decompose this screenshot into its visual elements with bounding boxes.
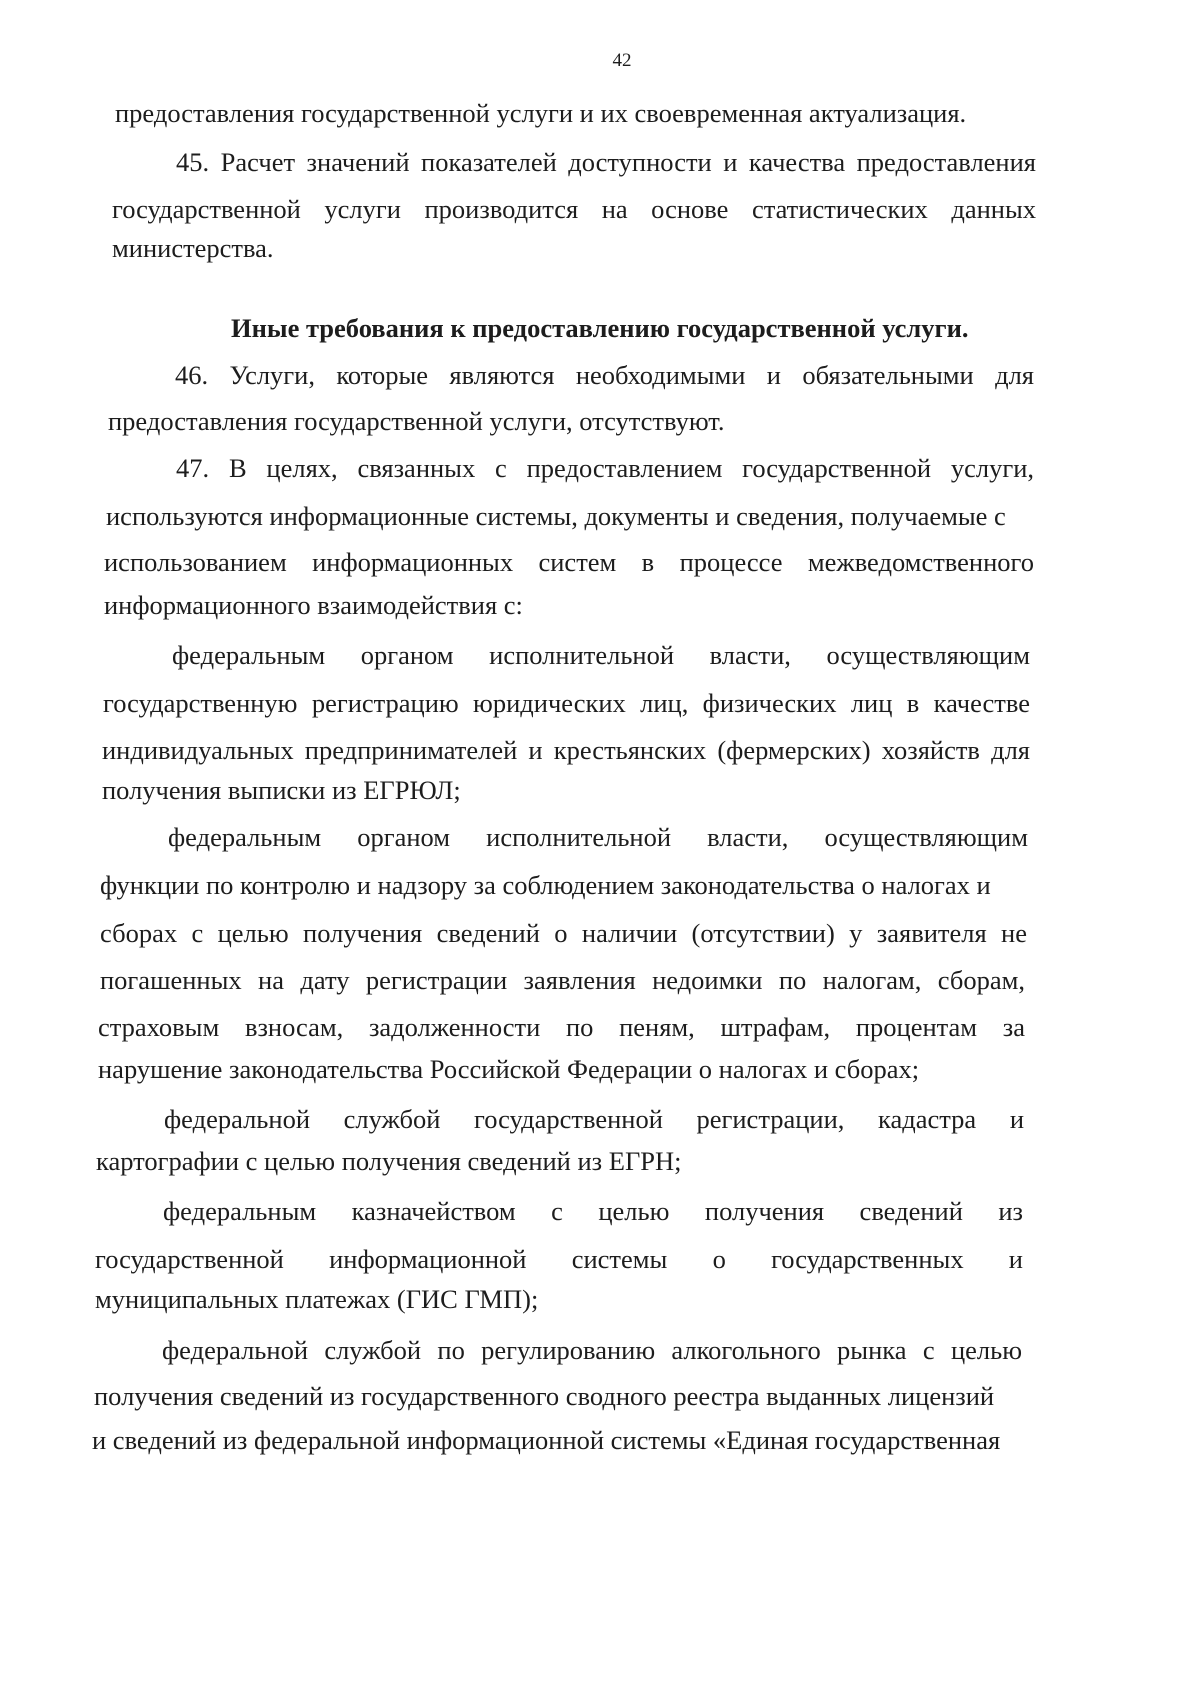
text-line: нарушение законодательства Российской Федерации о налогах и сборах; — [98, 1054, 920, 1084]
text-line: предоставления государственной услуги и их своевременная актуализация. — [115, 98, 967, 128]
page-number: 42 — [612, 50, 632, 71]
text-line: федеральной службой государственной регистрации, кадастра и — [164, 1104, 1024, 1134]
text-line: функции по контролю и надзору за соблюдением законодательства о налогах и — [100, 870, 991, 900]
text-line: погашенных на дату регистрации заявления недоимки по налогам, сборам, — [100, 965, 1025, 995]
text-line: федеральным казначейством с целью получения сведений из — [163, 1196, 1023, 1226]
text-line: используются информационные системы, документы и сведения, получаемые с — [106, 501, 1006, 531]
text-line: муниципальных платежах (ГИС ГМП); — [95, 1284, 539, 1314]
text-line: 47. В целях, связанных с предоставлением государственной услуги, — [176, 453, 1034, 483]
text-line: информационного взаимодействия с: — [104, 590, 523, 620]
section-heading: Иные требования к предоставлению государственной услуги. — [231, 313, 969, 343]
text-line: использованием информационных систем в процессе межведомственного — [104, 547, 1034, 577]
text-line: государственную регистрацию юридических лиц, физических лиц в качестве — [103, 688, 1030, 718]
text-line: государственной информационной системы о государственных и — [95, 1244, 1023, 1274]
text-line: 45. Расчет значений показателей доступности и качества предоставления — [176, 147, 1036, 177]
text-line: сборах с целью получения сведений о наличии (отсутствии) у заявителя не — [100, 918, 1027, 948]
text-line: картографии с целью получения сведений из ЕГРН; — [96, 1146, 682, 1176]
text-line: государственной услуги производится на основе статистических данных — [112, 194, 1036, 224]
text-line: и сведений из федеральной информационной системы «Единая государственная — [92, 1425, 1001, 1455]
text-line: министерства. — [112, 233, 274, 263]
text-line: индивидуальных предпринимателей и крестьянских (фермерских) хозяйств для — [102, 735, 1030, 765]
text-line: федеральным органом исполнительной власти, осуществляющим — [172, 640, 1030, 670]
text-line: предоставления государственной услуги, отсутствуют. — [108, 406, 725, 436]
text-line: федеральной службой по регулированию алкогольного рынка с целью — [162, 1335, 1022, 1365]
text-line: страховым взносам, задолженности по пеням, штрафам, процентам за — [98, 1012, 1025, 1042]
text-line: федеральным органом исполнительной власти, осуществляющим — [168, 822, 1028, 852]
text-line: получения выписки из ЕГРЮЛ; — [102, 775, 461, 805]
text-line: 46. Услуги, которые являются необходимыми и обязательными для — [175, 360, 1034, 390]
text-line: получения сведений из государственного сводного реестра выданных лицензий — [94, 1381, 995, 1411]
